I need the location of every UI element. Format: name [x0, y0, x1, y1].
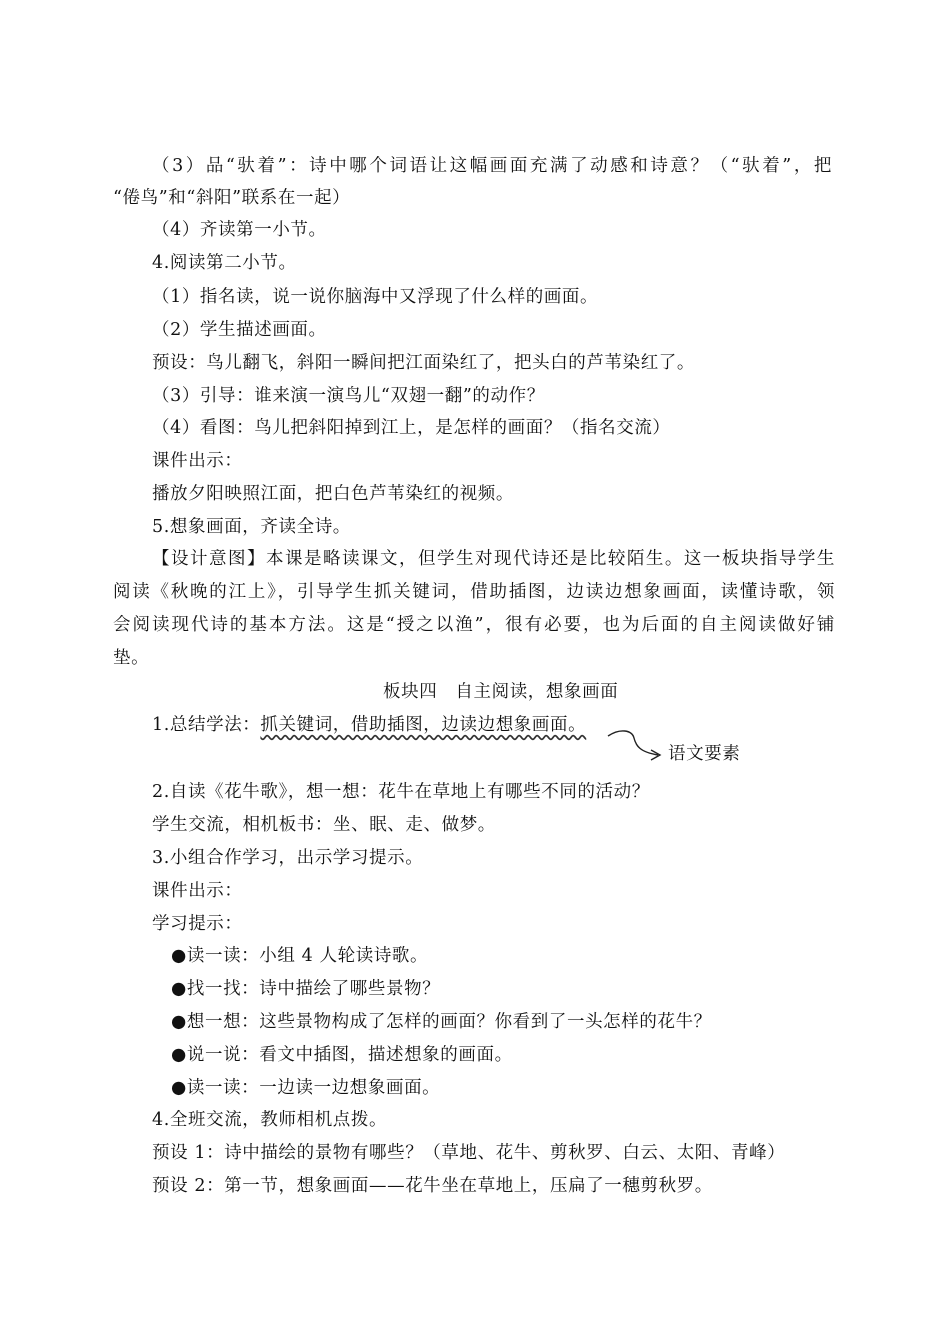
paragraph-line: 预设：鸟儿翻飞，斜阳一瞬间把江面染红了，把头白的芦苇染红了。 [152, 353, 695, 373]
bullet-item: ●读一读：一边读一边想象画面。 [171, 1078, 441, 1098]
paragraph-line: （4）看图：鸟儿把斜阳掉到江上，是怎样的画面？（指名交流） [152, 418, 671, 438]
paragraph-line: 2.自读《花牛歌》，想一想：花牛在草地上有哪些不同的活动？ [152, 782, 650, 802]
paragraph-line: （2）学生描述画面。 [152, 320, 327, 340]
paragraph-line: （3）品“驮着”：诗中哪个词语让这幅画面充满了动感和诗意？（“驮着”，把 [152, 156, 832, 176]
paragraph-line: 预设 1：诗中描绘的景物有哪些？（草地、花牛、剪秋罗、白云、太阳、青峰） [152, 1143, 786, 1163]
paragraph-line: 学习提示： [152, 914, 243, 934]
design-intent-line: 会阅读现代诗的基本方法。这是“授之以渔”，很有必要，也为后面的自主阅读做好铺 [113, 615, 835, 635]
paragraph-line: 课件出示： [152, 451, 243, 471]
bullet-item: ●找一找：诗中描绘了哪些景物？ [171, 979, 441, 999]
bullet-item: ●想一想：这些景物构成了怎样的画面？你看到了一头怎样的花牛？ [171, 1012, 712, 1032]
paragraph-line: 播放夕阳映照江面，把白色芦苇染红的视频。 [152, 484, 514, 504]
design-intent-line: 【设计意图】本课是略读课文，但学生对现代诗还是比较陌生。这一板块指导学生 [152, 549, 835, 569]
paragraph-line: 4.阅读第二小节。 [152, 253, 297, 273]
paragraph-line: 课件出示： [152, 881, 243, 901]
paragraph-line: 4.全班交流，教师相机点拨。 [152, 1110, 388, 1130]
paragraph-line: 3.小组合作学习，出示学习提示。 [152, 848, 424, 868]
section-title: 板块四 自主阅读，想象画面 [383, 682, 619, 702]
method-summary-text: 1.总结学法：抓关键词，借助插图，边读边想象画面。 [152, 715, 587, 735]
paragraph-line: 学生交流，相机板书：坐、眠、走、做梦。 [152, 815, 496, 835]
paragraph-line: （3）引导：谁来演一演鸟儿“双翅一翻”的动作？ [152, 386, 545, 406]
design-intent-line: 阅读《秋晚的江上》，引导学生抓关键词，借助插图，边读边想象画面，读懂诗歌，领 [113, 582, 835, 602]
paragraph-line: （1）指名读，说一说你脑海中又浮现了什么样的画面。 [152, 287, 599, 307]
paragraph-line: 5.想象画面，齐读全诗。 [152, 517, 351, 537]
annotation-label: 语文要素 [668, 744, 741, 764]
annotation-arrow-icon [606, 722, 672, 768]
design-intent-line: 垫。 [113, 648, 150, 668]
bullet-item: ●读一读：小组 4 人轮读诗歌。 [171, 946, 429, 966]
paragraph-line: （4）齐读第一小节。 [152, 220, 327, 240]
paragraph-line: 预设 2：第一节，想象画面——花牛坐在草地上，压扁了一穗剪秋罗。 [152, 1176, 713, 1196]
paragraph-line: “倦鸟”和“斜阳”联系在一起） [113, 188, 351, 208]
bullet-item: ●说一说：看文中插图，描述想象的画面。 [171, 1045, 513, 1065]
method-summary-line [152, 713, 586, 737]
